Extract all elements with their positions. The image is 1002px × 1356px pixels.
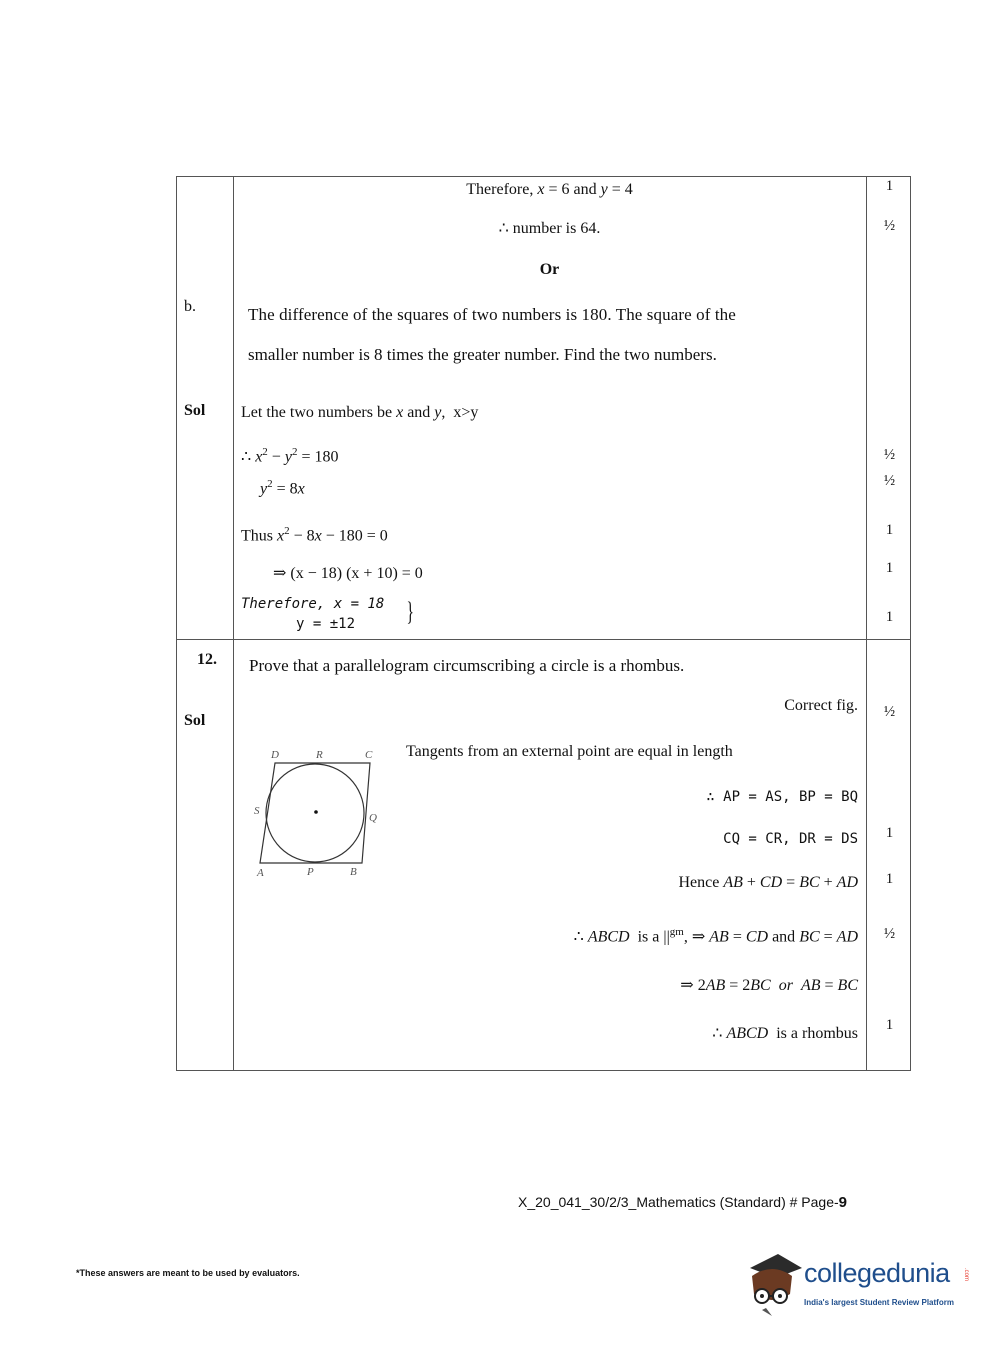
evaluator-disclaimer: *These answers are meant to be used by evaluators. <box>76 1268 300 1278</box>
correct-fig-label: Correct fig. <box>784 697 858 714</box>
factor-line: ⇒ (x − 18) (x + 10) = 0 <box>273 565 423 582</box>
page-reference: X_20_041_30/2/3_Mathematics (Standard) # Page-9 <box>518 1194 847 1211</box>
question-number: 12. <box>197 651 217 668</box>
tangents-line: Tangents from an external point are equal in length <box>406 743 733 760</box>
or-label: Or <box>539 261 560 278</box>
mark: ½ <box>883 926 896 942</box>
mark: 1 <box>885 522 894 538</box>
question-12: Prove that a parallelogram circumscribing a circle is a rhombus. <box>249 656 685 675</box>
brand-tagline: India's largest Student Review Platform <box>804 1298 954 1307</box>
let-line: Let the two numbers be x and y, x>y <box>241 404 479 421</box>
therefore-x: Therefore, x = 18 <box>241 596 385 612</box>
step-6: ∴ ABCD is a rhombus <box>712 1025 858 1042</box>
equation-2: $y^2 = 8x$ <box>260 478 305 498</box>
number-line: ∴ number is 64. <box>498 220 601 237</box>
label-P: P <box>307 866 314 878</box>
center-dot <box>314 810 318 814</box>
brand-tld: .com <box>963 1268 969 1282</box>
mark: 1 <box>885 178 894 194</box>
mark: ½ <box>883 447 896 463</box>
mark: ½ <box>883 704 896 720</box>
label-A: A <box>257 867 264 879</box>
mark: 1 <box>885 871 894 887</box>
step-3: Hence AB + CD = BC + AD <box>678 874 858 891</box>
part-label: b. <box>184 298 196 315</box>
thus-line: Thus $x^2 - 8x - 180 = 0$ <box>241 525 388 545</box>
mark: ½ <box>883 218 896 234</box>
label-S: S <box>254 805 260 817</box>
label-R: R <box>316 749 323 761</box>
collegedunia-logo <box>742 1250 972 1320</box>
therefore-line: Therefore, x = 6 and y = 4 <box>466 181 633 198</box>
sol-label: Sol <box>184 402 206 419</box>
therefore-y: y = ±12 <box>296 616 356 632</box>
equation-1: ∴ $x^2 - y^2 = 180$ <box>241 446 339 466</box>
step-4: ∴ ABCD is a $||^{gm}$, ⇒ AB = CD and BC = AD <box>573 926 858 946</box>
mark: 1 <box>885 1017 894 1033</box>
step-2: CQ = CR, DR = DS <box>723 831 858 847</box>
label-D: D <box>271 749 279 761</box>
mark: 1 <box>885 825 894 841</box>
rhombus-circle-figure <box>245 740 385 885</box>
mascot-icon <box>742 1250 804 1318</box>
mark: 1 <box>885 560 894 576</box>
mark: 1 <box>885 609 894 625</box>
label-Q: Q <box>369 812 377 824</box>
brand-name: collegedunia <box>804 1258 950 1288</box>
question-b-line1: The difference of the squares of two numbers is 180. The square of the <box>248 305 736 324</box>
question-b-line2: smaller number is 8 times the greater number. Find the two numbers. <box>248 345 717 364</box>
sol-label-12: Sol <box>184 712 206 729</box>
brace-icon: } <box>406 597 414 626</box>
step-5: ⇒ 2AB = 2BC or AB = BC <box>680 977 858 994</box>
label-B: B <box>350 866 357 878</box>
step-1: ∴ AP = AS, BP = BQ <box>706 789 858 805</box>
mark: ½ <box>883 473 896 489</box>
label-C: C <box>365 749 373 761</box>
